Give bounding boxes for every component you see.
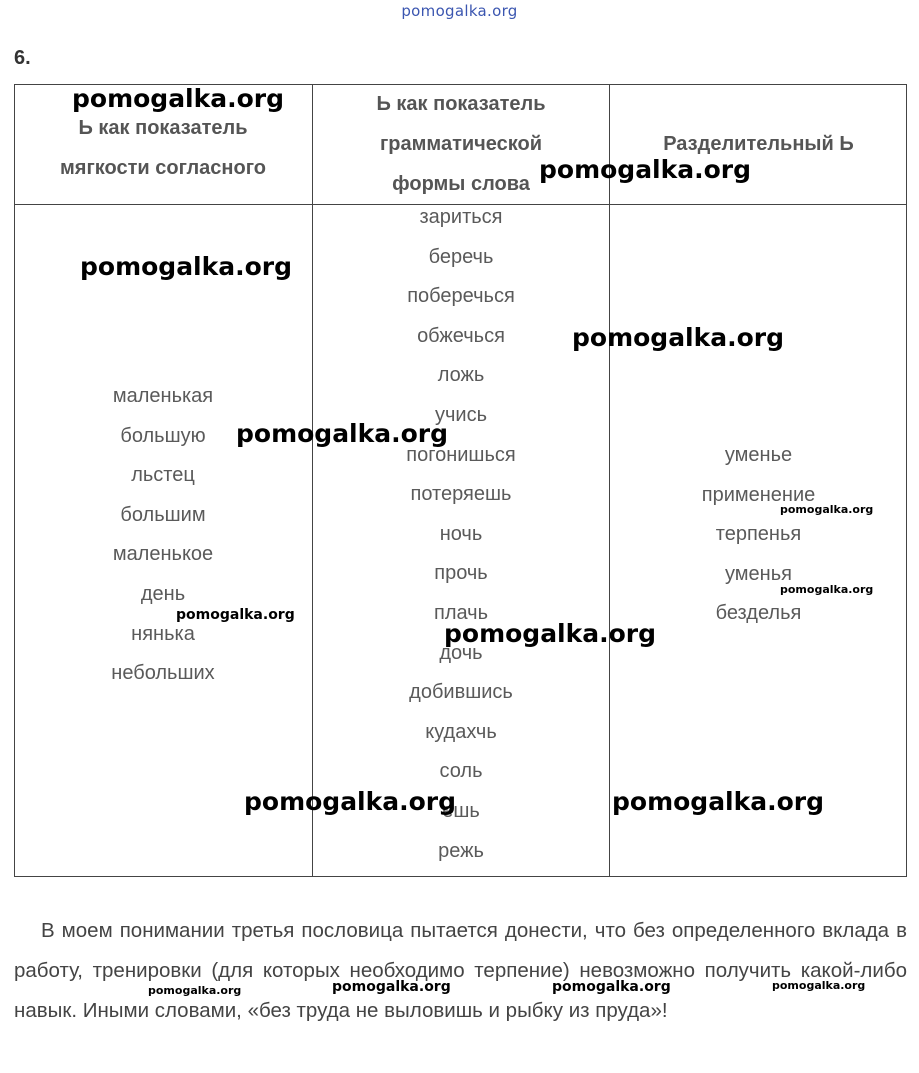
watermark: pomogalka.org <box>780 583 874 596</box>
word-item: ночь <box>439 522 483 545</box>
watermark: pomogalka.org <box>612 787 825 816</box>
word-item: день <box>140 582 186 605</box>
watermark: pomogalka.org <box>148 984 242 997</box>
column-header-line: формы слова <box>392 173 530 195</box>
word-item: обжечься <box>417 324 505 347</box>
word-item: льстец <box>131 464 195 487</box>
column-header-line: мягкости согласного <box>60 157 266 179</box>
watermark: pomogalka.org <box>80 252 293 281</box>
word-item: прочь <box>434 562 488 585</box>
watermark: pomogalka.org <box>572 323 785 352</box>
word-item: применение <box>701 483 816 506</box>
word-item: потеряешь <box>410 483 512 506</box>
watermark: pomogalka.org <box>539 155 752 184</box>
word-item: соль <box>439 760 483 783</box>
watermark: pomogalka.org <box>236 419 449 448</box>
word-item: большим <box>120 503 206 526</box>
word-item: кудахчь <box>425 720 497 743</box>
column-header-line: Ь как показатель <box>376 93 546 115</box>
word-list-grammar <box>313 198 609 871</box>
word-list-separator <box>610 436 907 634</box>
word-item: ешь <box>442 799 480 822</box>
task-number: 6. <box>14 47 31 69</box>
word-item: беречь <box>428 245 494 268</box>
word-item: зариться <box>419 206 503 228</box>
word-item: большую <box>120 424 206 447</box>
word-item: уменье <box>724 444 793 466</box>
word-item: безделья <box>715 602 802 625</box>
word-item: терпенья <box>715 523 802 546</box>
column-header-grammar <box>313 84 609 204</box>
word-item: режь <box>438 839 484 862</box>
word-item: ложь <box>437 364 485 387</box>
word-item: небольших <box>111 662 215 685</box>
column-header-line: грамматической <box>379 133 543 155</box>
column-header-line: Разделительный Ь <box>663 133 854 155</box>
word-item: маленькое <box>112 543 214 566</box>
word-item: учись <box>434 403 487 426</box>
word-item: плачь <box>433 601 489 624</box>
watermark: pomogalka.org <box>552 979 671 995</box>
watermark: pomogalka.org <box>772 979 866 992</box>
column-header-separator <box>610 84 907 204</box>
word-item: маленькая <box>112 385 214 407</box>
watermark: pomogalka.org <box>332 979 451 995</box>
word-item: погонишься <box>406 443 516 466</box>
word-item: нянька <box>131 622 195 645</box>
word-item: добившись <box>409 681 513 704</box>
watermark: pomogalka.org <box>780 503 874 516</box>
word-item: уменья <box>725 562 792 585</box>
watermark: pomogalka.org <box>244 787 457 816</box>
site-header-link[interactable]: pomogalka.org <box>401 2 518 20</box>
answer-paragraph: В моем понимании третья пословица пытается донести, что без определенного вклада в работу, тренировки (для которых необходимо терпение) невозможно получить какой-либо навык. Иными словами, «без труда не выловишь и рыбку из пруда»! <box>14 919 907 1022</box>
watermark: pomogalka.org <box>444 619 657 648</box>
word-item: дочь <box>439 641 483 664</box>
watermark: pomogalka.org <box>176 607 295 623</box>
word-item: поберечься <box>407 285 515 308</box>
column-header-line: Ь как показатель <box>78 117 248 139</box>
watermark: pomogalka.org <box>72 84 285 113</box>
